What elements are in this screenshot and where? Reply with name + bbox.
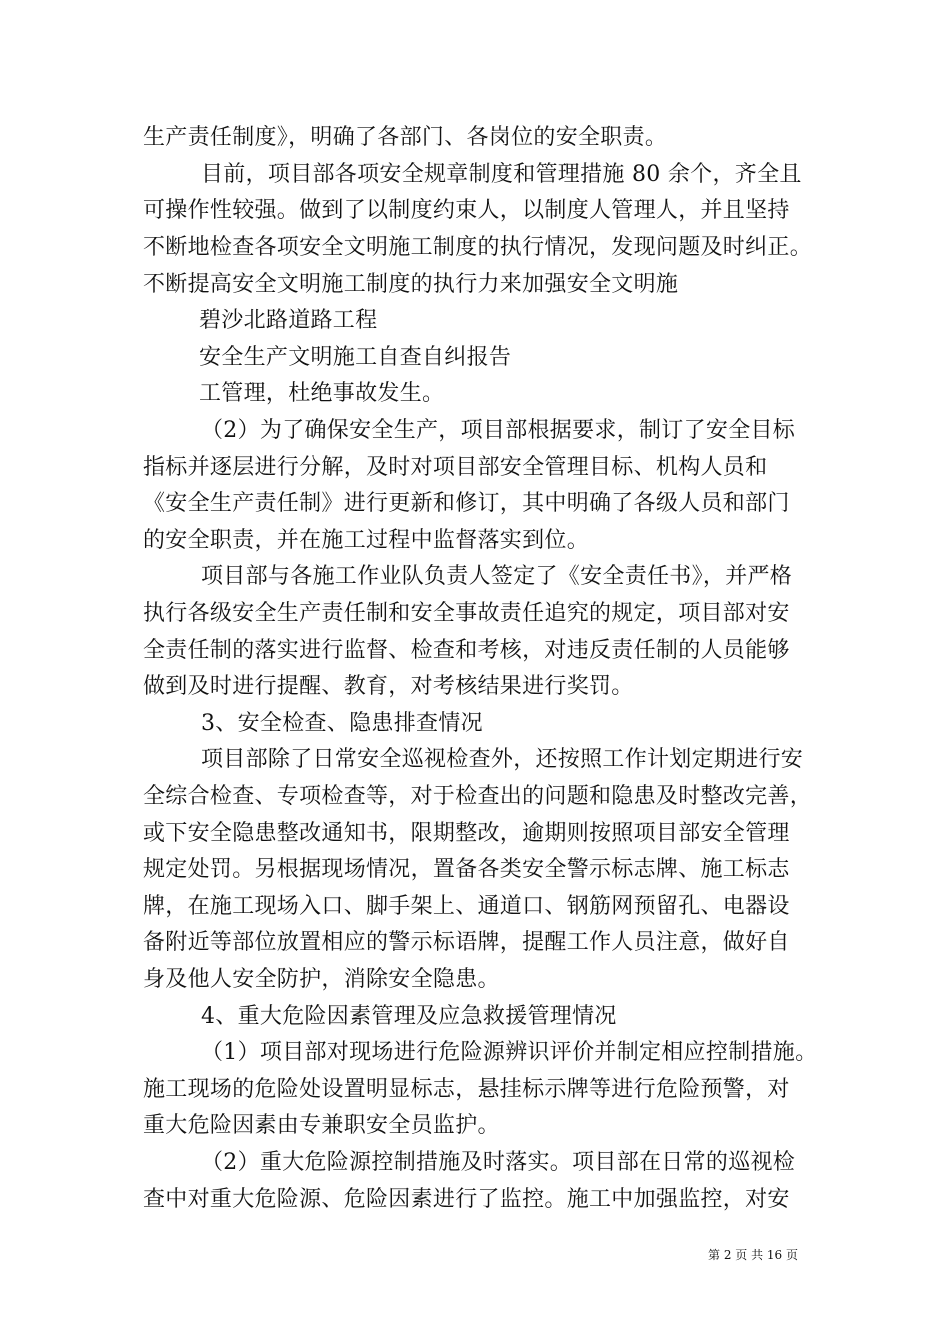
text-line: 施工现场的危险处设置明显标志，悬挂标示牌等进行危险预警，对 [143,1077,790,1102]
text-line: 全综合检查、专项检查等，对于检查出的问题和隐患及时整改完善， [143,784,813,809]
text-line: 项目部除了日常安全巡视检查外，还按照工作计划定期进行安 [201,747,804,772]
section-heading: 3、安全检查、隐患排查情况 [201,711,483,736]
text-line: 不断提高安全文明施工制度的执行力来加强安全文明施 [143,272,679,297]
text-line: 身及他人安全防护，消除安全隐患。 [143,967,500,992]
text-line: 工管理，杜绝事故发生。 [199,381,445,406]
text-line: 《安全生产责任制》进行更新和修订，其中明确了各级人员和部门 [143,491,790,516]
text-line: （2）为了确保安全生产，项目部根据要求，制订了安全目标 [201,418,796,443]
text-line: 牌，在施工现场入口、脚手架上、通道口、钢筋网预留孔、电器设 [143,894,790,919]
text-line: 指标并逐层进行分解，及时对项目部安全管理目标、机构人员和 [143,455,768,480]
text-line: 或下安全隐患整改通知书，限期整改，逾期则按照项目部安全管理 [143,821,790,846]
text-line: 碧沙北路道路工程 [199,308,378,333]
section-heading: 4、重大危险因素管理及应急救援管理情况 [201,1004,617,1029]
text-line: 可操作性较强。做到了以制度约束人，以制度人管理人，并且坚持 [143,198,790,223]
text-line: 生产责任制度》，明确了各部门、各岗位的安全职责。 [143,125,668,150]
text-line: 全责任制的落实进行监督、检查和考核，对违反责任制的人员能够 [143,638,790,663]
text-line: 规定处罚。另根据现场情况，置备各类安全警示标志牌、施工标志 [143,857,790,882]
text-line: 项目部与各施工作业队负责人签定了《安全责任书》，并严格 [201,564,793,589]
text-line: 安全生产文明施工自查自纠报告 [199,345,512,370]
page-number-footer: 第 2 页 共 16 页 [708,1248,798,1262]
text-line: （2）重大危险源控制措施及时落实。项目部在日常的巡视检 [201,1150,796,1175]
text-line: 执行各级安全生产责任制和安全事故责任追究的规定，项目部对安 [143,601,790,626]
text-line: 查中对重大危险源、危险因素进行了监控。施工中加强监控，对安 [143,1187,790,1212]
text-line: （1）项目部对现场进行危险源辨识评价并制定相应控制措施。 [201,1040,818,1065]
text-line: 目前，项目部各项安全规章制度和管理措施 80 余个，齐全且 [201,162,802,187]
text-line: 的安全职责，并在施工过程中监督落实到位。 [143,528,590,553]
text-line: 备附近等部位放置相应的警示标语牌，提醒工作人员注意，做好自 [143,930,790,955]
text-line: 不断地检查各项安全文明施工制度的执行情况，发现问题及时纠正。 [143,235,813,260]
text-line: 重大危险因素由专兼职安全员监护。 [143,1113,500,1138]
text-line: 做到及时进行提醒、教育，对考核结果进行奖罚。 [143,674,634,699]
